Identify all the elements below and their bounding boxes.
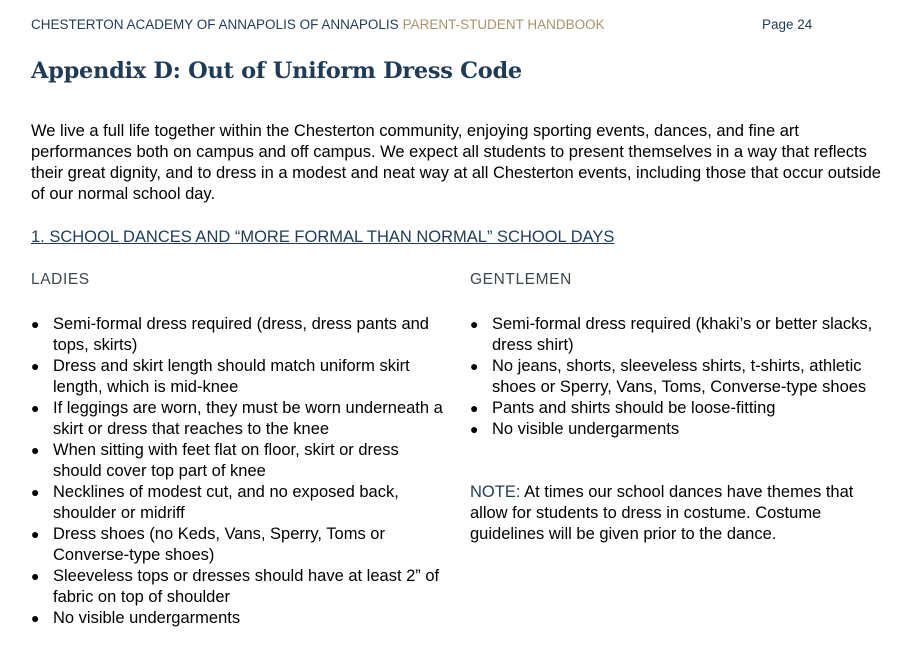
bullet-icon: ● [470,358,479,374]
list-item-text: No jeans, shorts, sleeveless shirts, t-shirts, athletic shoes or Sperry, Vans, Toms, Converse-type shoes [492,357,867,396]
list-item-text: Dress and skirt length should match uniform skirt length, which is mid-knee [53,357,410,396]
list-item-text: Semi-formal dress required (khaki’s or better slacks, dress shirt) [492,315,873,354]
list-item-text: Pants and shirts should be loose-fitting [492,399,776,417]
bullet-icon: ● [31,442,40,458]
bullet-icon: ● [31,526,40,542]
section-heading: 1. SCHOOL DANCES AND “MORE FORMAL THAN NORMAL” SCHOOL DAYS [31,228,615,246]
list-item-text: Semi-formal dress required (dress, dress pants and tops, skirts) [53,315,429,354]
page-title: Appendix D: Out of Uniform Dress Code [31,58,522,84]
note-text: At times our school dances have themes that allow for students to dress in costume. Costume guidelines will be given prior to the dance. [470,483,854,543]
bullet-icon: ● [470,400,479,416]
list-item [31,482,446,524]
bullet-icon: ● [31,316,40,332]
list-item [470,398,890,419]
list-item [31,398,446,440]
bullet-icon: ● [31,358,40,374]
bullet-icon: ● [31,484,40,500]
list-item-text: Necklines of modest cut, and no exposed back, shoulder or midriff [53,483,399,522]
intro-paragraph: We live a full life together within the Chesterton community, enjoying sporting events, dances, and fine art performances both on campus and off campus. We expect all students to present themselves in a way that reflects their great dignity, and to dress in a modest and neat way at all Chesterton events, including those that occur outside of our normal school day. [31,122,881,203]
list-item [31,314,446,356]
school-name: CHESTERTON ACADEMY OF ANNAPOLIS OF ANNAPOLIS [31,17,399,32]
list-item-text: When sitting with feet flat on floor, skirt or dress should cover top part of knee [53,441,399,480]
ladies-list [31,314,446,629]
list-item [470,314,890,356]
list-item [470,419,890,440]
list-item [31,356,446,398]
bullet-icon: ● [31,568,40,584]
list-item-text: If leggings are worn, they must be worn underneath a skirt or dress that reaches to the knee [53,399,443,438]
list-item [470,356,890,398]
list-item [31,608,446,629]
list-item [31,566,446,608]
list-item-text: No visible undergarments [492,420,680,438]
page-header [31,17,881,32]
page-number: Page 24 [762,17,813,32]
note-label: NOTE: [470,483,521,501]
list-item-text: Dress shoes (no Keds, Vans, Sperry, Toms or Converse-type shoes) [53,525,385,564]
ladies-heading: LADIES [31,271,90,288]
bullet-icon: ● [470,421,479,437]
list-item-text: No visible undergarments [53,609,241,627]
note-paragraph [470,482,890,545]
list-item-text: Sleeveless tops or dresses should have at least 2” of fabric on top of shoulder [53,567,440,606]
bullet-icon: ● [31,400,40,416]
bullet-icon: ● [31,610,40,626]
bullet-icon: ● [470,316,479,332]
list-item [31,440,446,482]
gentlemen-list [470,314,890,440]
gentlemen-heading: GENTLEMEN [470,271,572,288]
handbook-title: PARENT-STUDENT HANDBOOK [402,17,605,32]
list-item [31,524,446,566]
